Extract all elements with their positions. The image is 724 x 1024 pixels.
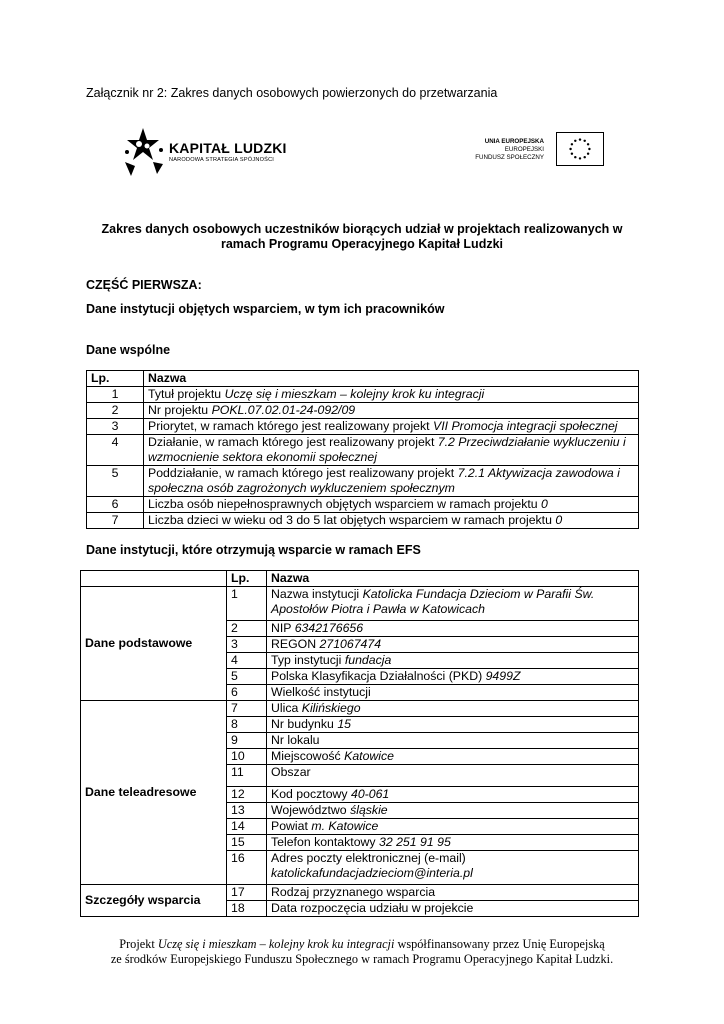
cell-name (267, 787, 639, 803)
cell-label: Miejscowość (271, 749, 345, 763)
cell-lp: 6 (227, 685, 267, 701)
cell-name (267, 587, 639, 621)
cell-value: POKL.07.02.01-24-092/09 (211, 403, 356, 417)
cell-lp: 9 (227, 733, 267, 749)
table-row (81, 587, 639, 621)
eu-line-2: EUROPEJSKI (504, 146, 544, 153)
cell-lp: 5 (87, 466, 144, 497)
cell-value: Kilińskiego (301, 701, 361, 715)
cell-label: Kod pocztowy (271, 787, 351, 801)
cell-value: 40-061 (350, 787, 390, 801)
cell-name (267, 803, 639, 819)
cell-value: katolickafundacjadzieciom@interia.pl (271, 866, 473, 880)
kapital-ludzki-emblem-icon (123, 126, 165, 178)
column-header-name: Nazwa (144, 371, 639, 387)
cell-value: śląskie (350, 803, 388, 817)
cell-name (267, 885, 639, 901)
table-row (87, 403, 639, 419)
group-basic-data: Dane podstawowe (81, 587, 227, 701)
cell-lp: 14 (227, 819, 267, 835)
column-header-lp: Lp. (227, 571, 267, 587)
part-subheading: Dane instytucji objętych wsparciem, w tym ich pracowników (86, 302, 445, 316)
cell-name (267, 819, 639, 835)
common-data-heading: Dane wspólne (86, 343, 171, 357)
footer-line-2: ze środków Europejskiego Funduszu Społecznego w ramach Programu Operacyjnego Kapitał Ludzki. (110, 952, 614, 966)
cell-label: Nr projektu (148, 403, 212, 417)
cell-name (267, 835, 639, 851)
table-row (87, 387, 639, 403)
cell-value: Katolicka Fundacja Dzieciom w Parafii Św. Apostołów Piotra i Pawła w Katowicach (271, 587, 595, 616)
cell-name (267, 669, 639, 685)
cell-label: Nr lokalu (271, 733, 320, 747)
cell-label: Powiat (271, 819, 312, 833)
cell-value: 271067474 (319, 637, 382, 651)
cell-value: 7.2.1 Aktywizacja zawodowa i społeczna osób zagrożonych wykluczeniem społecznym (148, 466, 620, 495)
table-row (87, 419, 639, 435)
attachment-note: Załącznik nr 2: Zakres danych osobowych powierzonych do przetwarzania (86, 86, 498, 100)
cell-lp: 10 (227, 749, 267, 765)
cell-label: Telefon kontaktowy (271, 835, 379, 849)
table-header-row (81, 571, 639, 587)
cell-name (267, 701, 639, 717)
column-header-name: Nazwa (267, 571, 639, 587)
cell-value: 32 251 91 95 (379, 835, 451, 849)
eu-logo-text (475, 138, 544, 162)
cell-label: Poddziałanie, w ramach którego jest realizowany projekt (148, 466, 458, 480)
table-row (87, 435, 639, 466)
efs-table (80, 570, 639, 917)
cell-lp: 17 (227, 885, 267, 901)
table-row (87, 513, 639, 529)
cell-name (267, 901, 639, 917)
footer-post: współfinansowany przez Unię Europejską (394, 937, 605, 951)
part-heading: CZĘŚĆ PIERWSZA: (86, 278, 202, 292)
cell-lp: 1 (87, 387, 144, 403)
cell-label: Priorytet, w ramach którego jest realizowany projekt (148, 419, 433, 433)
group-support-details: Szczegóły wsparcia (81, 885, 227, 917)
cell-label: Liczba dzieci w wieku od 3 do 5 lat objętych wsparciem w ramach projektu (148, 513, 556, 527)
cell-name (267, 653, 639, 669)
eu-flag-icon (556, 132, 604, 166)
footer-pre: Projekt (119, 937, 158, 951)
eu-line-3: FUNDUSZ SPOŁECZNY (475, 154, 544, 161)
cell-label: Polska Klasyfikacja Działalności (PKD) (271, 669, 486, 683)
cell-label: Tytuł projektu (148, 387, 225, 401)
table-header-row (87, 371, 639, 387)
cell-name (144, 513, 639, 529)
cell-name (267, 637, 639, 653)
cell-lp: 4 (227, 653, 267, 669)
cell-lp: 12 (227, 787, 267, 803)
cell-lp: 11 (227, 765, 267, 787)
efs-heading: Dane instytucji, które otrzymują wsparcie w ramach EFS (86, 543, 421, 557)
column-header-group (81, 571, 227, 587)
cell-lp: 3 (227, 637, 267, 653)
column-header-lp: Lp. (87, 371, 144, 387)
kapital-ludzki-logo (123, 126, 313, 178)
cell-name (267, 765, 639, 787)
cell-name (144, 419, 639, 435)
footer (60, 937, 664, 967)
cell-lp: 15 (227, 835, 267, 851)
cell-name (267, 621, 639, 637)
cell-label: Nazwa instytucji (271, 587, 363, 601)
cell-value: VII Promocja integracji społecznej (433, 419, 618, 433)
cell-name (267, 717, 639, 733)
cell-value: 9499Z (485, 669, 521, 683)
cell-value: Uczę się i mieszkam – kolejny krok ku integracji (224, 387, 485, 401)
cell-name (267, 685, 639, 701)
cell-label: Typ instytucji (271, 653, 345, 667)
table-row (87, 466, 639, 497)
cell-label: Rodzaj przyznanego wsparcia (271, 885, 436, 899)
eu-logo (468, 132, 604, 170)
cell-lp: 13 (227, 803, 267, 819)
cell-lp: 2 (87, 403, 144, 419)
cell-label: Adres poczty elektronicznej (e-mail) (271, 851, 466, 865)
cell-label: Ulica (271, 701, 302, 715)
cell-lp: 6 (87, 497, 144, 513)
common-data-table (86, 370, 639, 529)
table-row (87, 497, 639, 513)
cell-lp: 18 (227, 901, 267, 917)
cell-value: m. Katowice (311, 819, 379, 833)
cell-name (144, 466, 639, 497)
cell-label: Województwo (271, 803, 351, 817)
cell-lp: 7 (227, 701, 267, 717)
cell-label: Wielkość instytucji (271, 685, 371, 699)
cell-lp: 2 (227, 621, 267, 637)
cell-label: Data rozpoczęcia udziału w projekcie (271, 901, 474, 915)
table-row (81, 885, 639, 901)
cell-value: 0 (555, 513, 563, 527)
cell-label: Liczba osób niepełnosprawnych objętych wsparciem w ramach projektu (148, 497, 542, 511)
cell-label: NIP (271, 621, 295, 635)
cell-label: Nr budynku (271, 717, 338, 731)
document-title: Zakres danych osobowych uczestników biorących udział w projektach realizowanych w ramach Programu Operacyjnego Kapitał Ludzki (101, 222, 623, 251)
cell-lp: 8 (227, 717, 267, 733)
table-row (81, 701, 639, 717)
cell-value: 7.2 Przeciwdziałanie wykluczeniu i wzmocnienie sektora ekonomii społecznej (148, 435, 626, 464)
cell-value: Katowice (344, 749, 395, 763)
cell-value: 15 (337, 717, 351, 731)
cell-name (267, 749, 639, 765)
footer-line-1 (60, 937, 664, 952)
cell-label: Działanie, w ramach którego jest realizowany projekt (148, 435, 438, 449)
cell-value: 6342176656 (294, 621, 364, 635)
eu-line-1: UNIA EUROPEJSKA (484, 138, 544, 145)
cell-label: Obszar (271, 765, 311, 779)
cell-name (144, 387, 639, 403)
cell-lp: 1 (227, 587, 267, 621)
cell-value: 0 (541, 497, 548, 511)
cell-name (267, 733, 639, 749)
cell-value: fundacja (344, 653, 392, 667)
cell-name (267, 851, 639, 885)
cell-name (144, 435, 639, 466)
group-contact-data: Dane teleadresowe (81, 701, 227, 885)
cell-lp: 5 (227, 669, 267, 685)
cell-name (144, 497, 639, 513)
cell-lp: 7 (87, 513, 144, 529)
footer-project-title: Uczę się i mieszkam – kolejny krok ku integracji (157, 937, 395, 951)
cell-lp: 16 (227, 851, 267, 885)
cell-name (144, 403, 639, 419)
cell-lp: 3 (87, 419, 144, 435)
kapital-ludzki-title: KAPITAŁ LUDZKI (169, 140, 287, 156)
cell-lp: 4 (87, 435, 144, 466)
cell-label: REGON (271, 637, 320, 651)
kapital-ludzki-subtitle: NARODOWA STRATEGIA SPÓJNOŚCI (169, 157, 275, 163)
